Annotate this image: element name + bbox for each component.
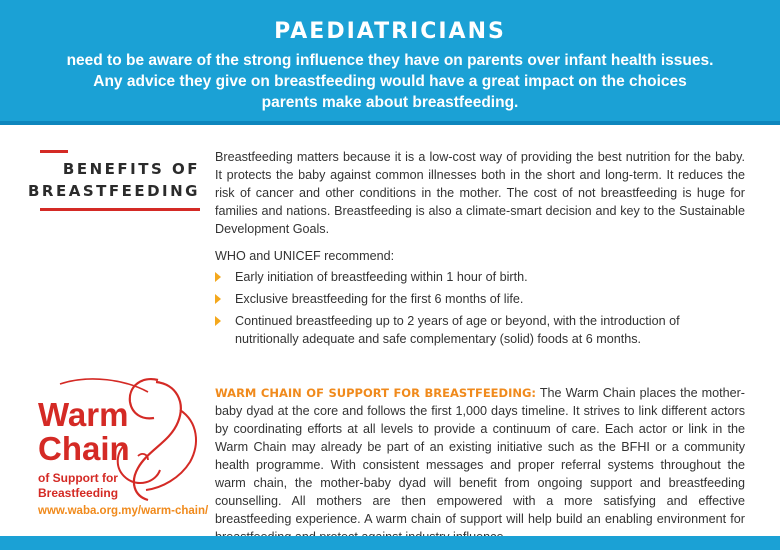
warm-chain-lead: WARM CHAIN OF SUPPORT FOR BREASTFEEDING: xyxy=(215,386,537,400)
list-item xyxy=(215,268,745,286)
list-item xyxy=(215,312,745,348)
header-divider xyxy=(0,121,780,125)
benefits-heading-line: BENEFITS OF xyxy=(62,160,200,178)
header-subtitle-line: parents make about breastfeeding. xyxy=(261,94,519,111)
header-subtitle-line: Any advice they give on breastfeeding would have a great impact on the choices xyxy=(93,73,687,90)
logo-word-warm: Warm xyxy=(38,396,129,433)
logo-tagline-line: of Support for xyxy=(38,471,118,485)
triangle-bullet-icon xyxy=(215,316,221,326)
benefits-heading-block xyxy=(27,150,200,212)
list-item xyxy=(215,290,745,308)
header-subtitle-line: need to be aware of the strong influence they have on parents over infant health issues. xyxy=(66,52,714,69)
heading-underline xyxy=(40,208,200,211)
header-banner xyxy=(0,0,780,121)
header-subtitle xyxy=(30,50,750,113)
logo-url-link[interactable]: www.waba.org.my/warm-chain/ xyxy=(38,505,209,517)
warm-chain-logo xyxy=(30,370,210,530)
list-item-text: Early initiation of breastfeeding within 1 hour of birth. xyxy=(235,270,528,284)
recommend-intro: WHO and UNICEF recommend: xyxy=(215,249,395,263)
warm-chain-text: The Warm Chain places the mother-baby dyad at the core and follows the first 1,000 days timeline. It strives to link different actors by coordinating efforts at all levels to provide a continuum of care. Each actor or link in the Warm Chain may already be part of an existing initiative such as the BFHI or a community health programme. With consistent messages and proper referral systems throughout the warm chain, the mother-baby dyad will benefit from ongoing support and breastfeeding counselling. All mothers are then empowered with a more satisfying and effective breastfeeding experience. A warm chain of support will help build an enabling environment for xyxy=(215,386,745,526)
warm-chain-paragraph xyxy=(215,384,745,546)
heading-accent-bar xyxy=(40,150,68,153)
logo-tagline-line: Breastfeeding xyxy=(38,486,119,500)
logo-word-chain: Chain xyxy=(38,430,130,467)
triangle-bullet-icon xyxy=(215,272,221,282)
recommendation-list xyxy=(215,268,745,352)
benefits-paragraph: Breastfeeding matters because it is a low-cost way of providing the best nutrition for the baby. It protects the baby against common illnesses both in the short and long-term. It reduces the risk of cancer and other conditions in the mother. The cost of not breastfeeding is huge for families and nations. Breastfeeding is also a climate-smart decision and key to the Sustainable Development Goals. xyxy=(215,150,745,236)
list-item-text: Exclusive breastfeeding for the first 6 months of life. xyxy=(235,292,524,306)
header-title: PAEDIATRICIANS xyxy=(274,19,506,44)
triangle-bullet-icon xyxy=(215,294,221,304)
logo-tagline xyxy=(38,471,118,501)
benefits-heading xyxy=(28,158,200,202)
footer-bar xyxy=(0,536,780,550)
list-item-text: Continued breastfeeding up to 2 years of age or beyond, with the introduction of nutritionally adequate and safe complementary (solid) foods at 6 months. xyxy=(235,314,680,346)
benefits-heading-line: BREASTFEEDING xyxy=(27,182,200,200)
